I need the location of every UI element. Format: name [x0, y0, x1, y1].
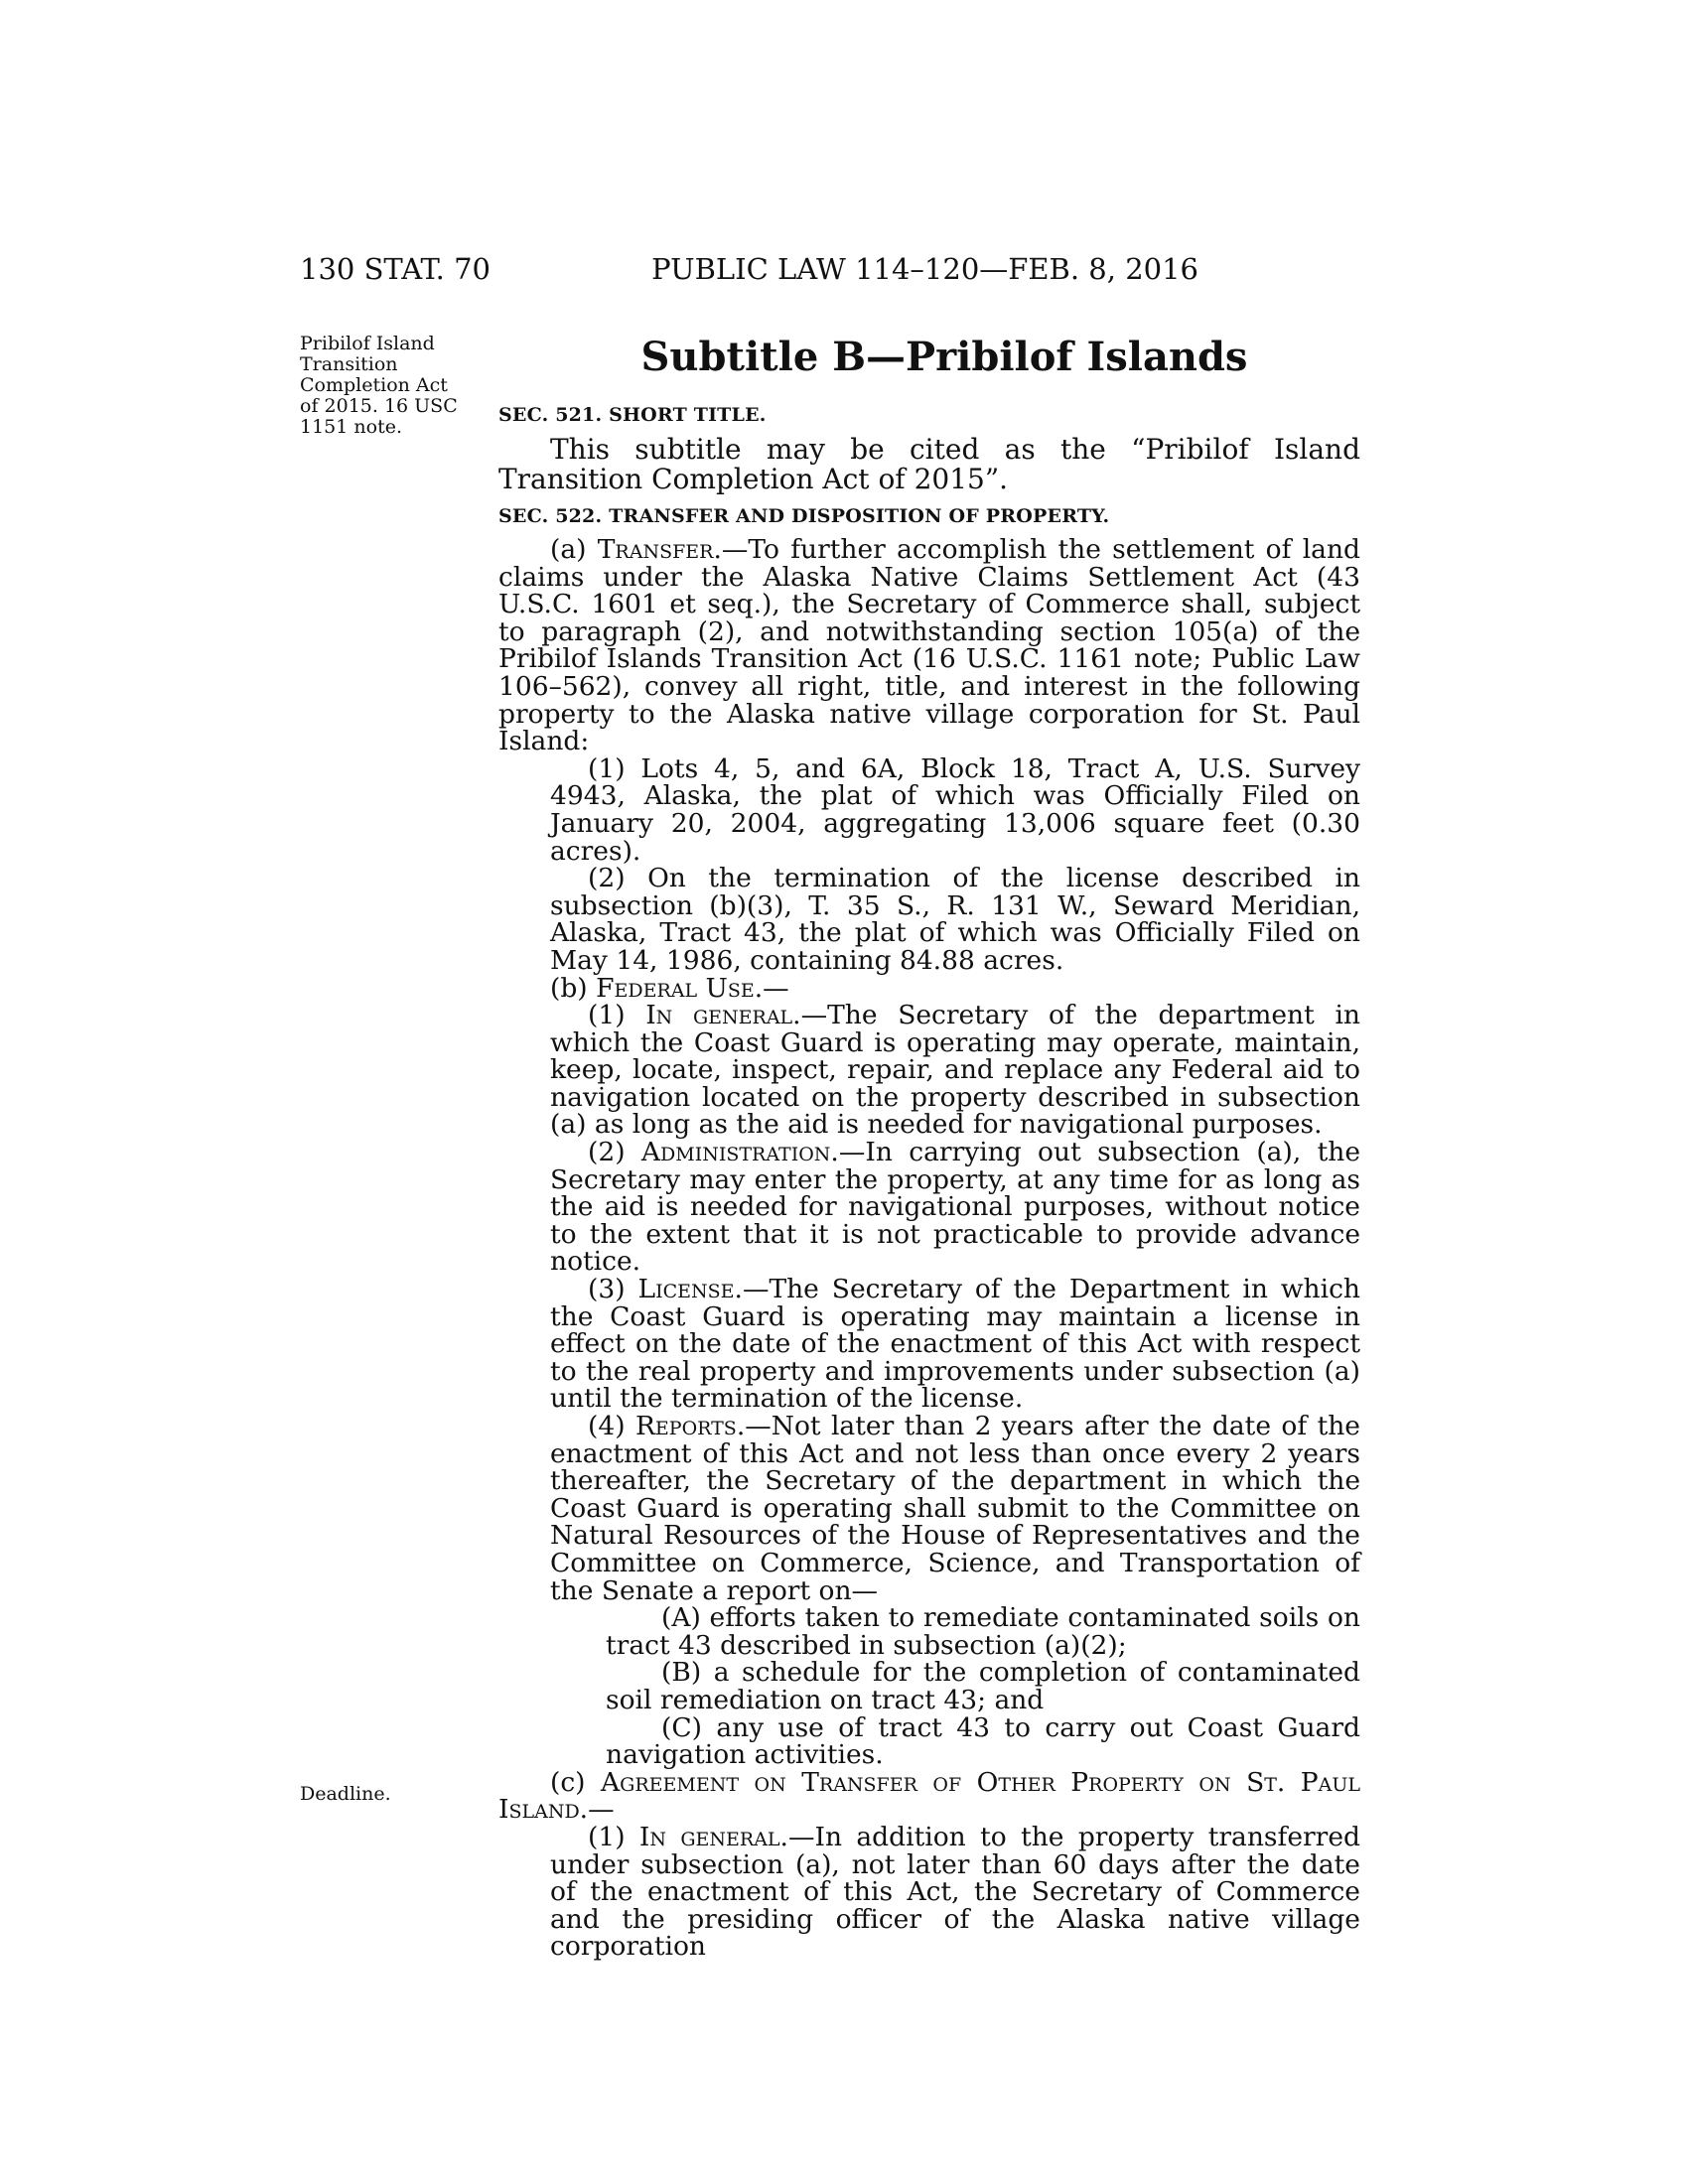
public-law-reference: PUBLIC LAW 114–120—FEB. 8, 2016	[651, 252, 1198, 286]
subparagraph-A: (A) efforts taken to remediate contaminated soils on tract 43 described in subsection (a)(2);	[606, 1602, 1360, 1661]
statute-page-reference: 130 STAT. 70	[300, 252, 491, 286]
subsection-b-paragraph-2-text: —In carrying out subsection (a), the Secretary may enter the property, at any time for as long as the aid is needed for navigational purposes, without notice to the extent that it is not practicable to provide advance notice.	[550, 1137, 1360, 1278]
subsection-a-heading: Transfer.	[597, 534, 722, 565]
document-body	[498, 334, 1360, 1961]
subsection-b-paragraph-4-text: —Not later than 2 years after the date of the enactment of this Act and not less than once every 2 years thereafter, the Secretary of the department in which the Coast Guard is operating shall submit to the Committee on Natural Resources of the House of Representatives and the Committee on Commerce, Science, and Transportation of the Senate a report on—	[550, 1411, 1360, 1606]
subparagraph-C: (C) any use of tract 43 to carry out Coast Guard navigation activities.	[606, 1711, 1360, 1771]
margin-note-deadline: Deadline.	[300, 1783, 391, 1805]
subsection-b-paragraph-1	[498, 1002, 1360, 1139]
subsection-b-paragraph-3-heading: License.	[637, 1274, 743, 1305]
subtitle-heading: Subtitle B—Pribilof Islands	[640, 334, 1248, 380]
subsection-a-paragraph-1: (1) Lots 4, 5, and 6A, Block 18, Tract A, U.S. Survey 4943, Alaska, the plat of which was Officially Filed on January 20, 2004, aggregating 13,006 square feet (0.30 acres).	[550, 752, 1360, 867]
subsection-b-paragraph-2	[498, 1139, 1360, 1276]
subsection-b-heading: Federal Use.	[596, 972, 764, 1004]
subsection-b-paragraph-3-text: —The Secretary of the Department in which the Coast Guard is operating may maintain a license in effect on the date of the enactment of this Act with respect to the real property and improvements under subsection (a) until the termination of the license.	[550, 1274, 1360, 1415]
subsection-b-paragraph-4-label: (4)	[588, 1411, 635, 1441]
subsection-c-paragraph-1	[498, 1821, 1360, 1963]
subsection-c-paragraph-1-heading: In general.	[638, 1821, 788, 1852]
subsection-b-label: (b)	[550, 972, 597, 1004]
page-header	[300, 252, 1357, 292]
subsection-c	[498, 1766, 1360, 1826]
section-522-heading: SEC. 522. TRANSFER AND DISPOSITION OF PROPERTY.	[498, 505, 1110, 527]
margin-note-short-title: Pribilof Island Transition Completion Act of 2015. 16 USC 1151 note.	[300, 333, 458, 438]
subsection-a-text: —To further accomplish the settlement of land claims under the Alaska Native Claims Settlement Act (43 U.S.C. 1601 et seq.), the Secretary of Commerce shall, subject to paragraph (2), and notwithstanding section 105(a) of the Pribilof Islands Transition Act (16 U.S.C. 1161 note; Public Law 106–562), convey all right, title, and interest in the following property to the Alaska native village corporation for St. Paul Island:	[498, 534, 1361, 757]
subsection-c-paragraph-1-text: —In addition to the property transferred under subsection (a), not later than 60 days after the date of the enactment of this Act, the Secretary of Commerce and the presiding officer of the Alaska native village corporation	[550, 1821, 1360, 1963]
subsection-a-label: (a)	[550, 534, 598, 565]
subsection-a-paragraph-2: (2) On the termination of the license described in subsection (b)(3), T. 35 S., R. 131 W., Seward Meridian, Alaska, Tract 43, the plat of which was Officially Filed on May 14, 1986, containing 84.88 acres.	[550, 863, 1360, 976]
section-521-text: This subtitle may be cited as the “Pribilof Island Transition Completion Act of 2015”.	[498, 433, 1360, 495]
subsection-b-paragraph-4	[498, 1413, 1360, 1604]
subsection-b-paragraph-4-heading: Reports.	[634, 1411, 746, 1441]
subsection-c-dash: —	[588, 1794, 615, 1826]
subsection-b-paragraph-1-label: (1)	[588, 1000, 646, 1031]
subsection-b-paragraph-2-label: (2)	[588, 1137, 641, 1168]
subsection-b-paragraph-1-heading: In general.	[645, 1000, 801, 1031]
subsection-c-paragraph-1-label: (1)	[588, 1821, 639, 1852]
subsection-b-paragraph-2-heading: Administration.	[640, 1137, 839, 1168]
subsection-c-label: (c)	[550, 1766, 602, 1798]
subsection-a	[498, 536, 1360, 755]
subsection-c-heading: Agreement on Transfer of Other Property on St. Paul Island.	[498, 1766, 1360, 1826]
subsection-b-paragraph-3	[498, 1276, 1360, 1413]
subsection-b-paragraph-3-label: (3)	[588, 1274, 638, 1305]
subparagraph-B: (B) a schedule for the completion of contaminated soil remediation on tract 43; and	[606, 1657, 1360, 1715]
subsection-b-dash: —	[763, 972, 789, 1004]
subsection-b	[498, 972, 1360, 1004]
section-521-heading: SEC. 521. SHORT TITLE.	[498, 404, 767, 426]
subsection-b-paragraph-1-text: —The Secretary of the department in which the Coast Guard is operating may operate, maintain, keep, locate, inspect, repair, and replace any Federal aid to navigation located on the property described in subsection (a) as long as the aid is needed for navigational purposes.	[550, 1000, 1360, 1141]
